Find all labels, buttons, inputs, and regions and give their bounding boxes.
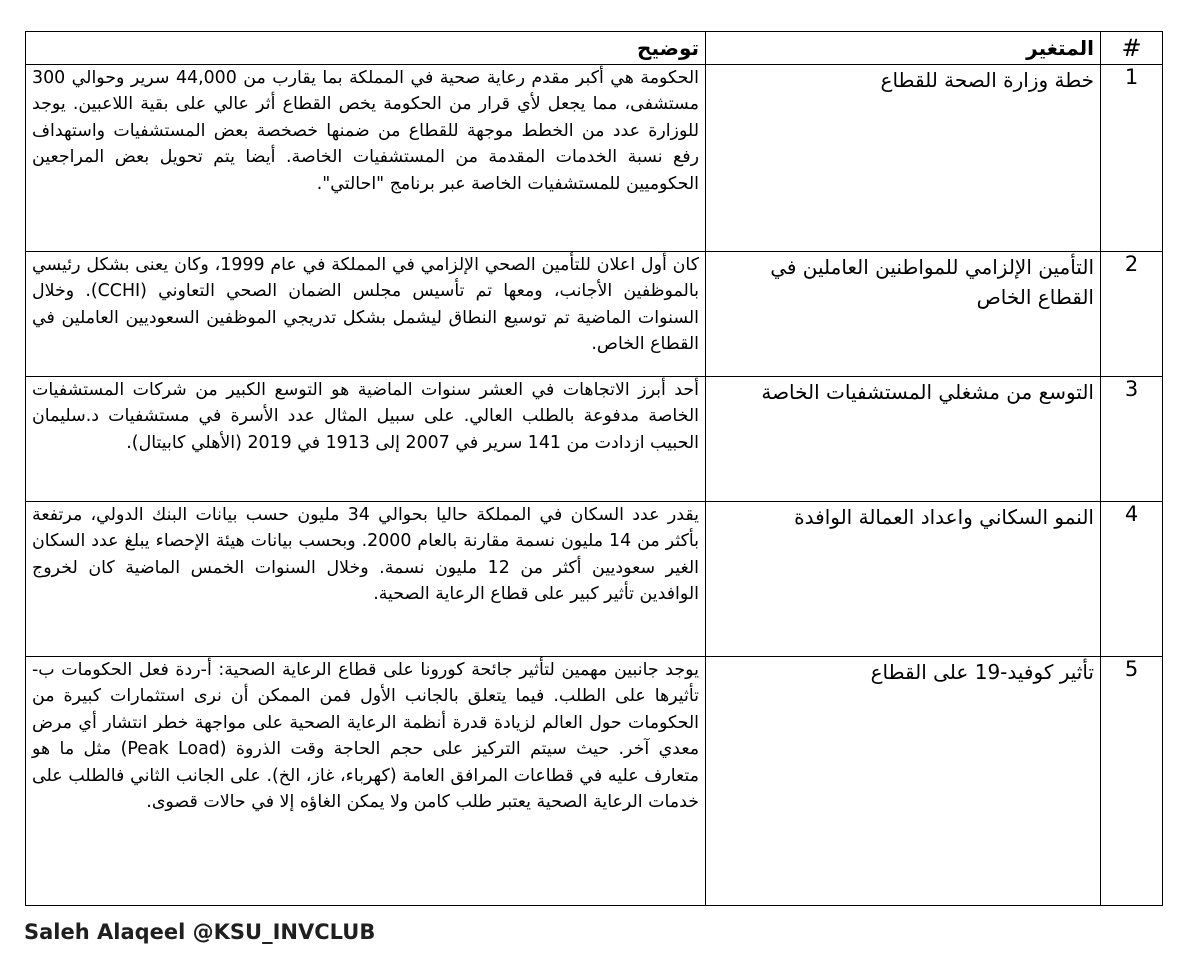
row-number: 3 <box>1101 377 1163 502</box>
table-header-row <box>26 32 1163 65</box>
table-row <box>26 252 1163 377</box>
row-description: كان أول اعلان للتأمين الصحي الإلزامي في المملكة في عام 1999، وكان يعنى بشكل رئيسي بالموظفين الأجانب، ومعها تم تأسيس مجلس الضمان الصحي التعاوني (CCHI). وخلال السنوات الماضية تم توسيع النطاق ليشمل بشكل تدريجي الموظفين السعوديين العاملين في القطاع الخاص. <box>26 252 706 377</box>
row-variable: تأثير كوفيد-19 على القطاع <box>706 657 1101 906</box>
table-row <box>26 65 1163 252</box>
document-sheet <box>25 31 1162 906</box>
table-row <box>26 657 1163 906</box>
row-number: 5 <box>1101 657 1163 906</box>
author-credit: Saleh Alaqeel @KSU_INVCLUB <box>24 920 376 944</box>
header-variable: المتغير <box>706 32 1101 65</box>
table-row <box>26 377 1163 502</box>
row-description: أحد أبرز الاتجاهات في العشر سنوات الماضية هو التوسع الكبير من شركات المستشفيات الخاصة مدفوعة بالطلب العالي. على سبيل المثال عدد الأسرة في مستشفيات د.سليمان الحبيب ازدادت من 141 سرير في 2007 إلى 1913 في 2019 (الأهلي كابيتال). <box>26 377 706 502</box>
row-variable: التأمين الإلزامي للمواطنين العاملين في القطاع الخاص <box>706 252 1101 377</box>
row-number: 4 <box>1101 502 1163 657</box>
header-description: توضيح <box>26 32 706 65</box>
table-row <box>26 502 1163 657</box>
row-number: 2 <box>1101 252 1163 377</box>
row-description: الحكومة هي أكبر مقدم رعاية صحية في المملكة بما يقارب من 44,000 سرير وحوالي 300 مستشفى، مما يجعل لأي قرار من الحكومة يخص القطاع أثر عالي على بقية اللاعبين. يوجد للوزارة عدد من الخطط موجهة للقطاع من ضمنها خصخصة بعض المستشفيات واستهداف رفع نسبة الخدمات المقدمة من المستشفيات الخاصة. أيضا يتم تحويل بعض المراجعين الحكوميين للمستشفيات الخاصة عبر برنامج "احالتي". <box>26 65 706 252</box>
row-variable: التوسع من مشغلي المستشفيات الخاصة <box>706 377 1101 502</box>
row-variable: النمو السكاني واعداد العمالة الوافدة <box>706 502 1101 657</box>
header-number: # <box>1101 32 1163 65</box>
row-description: يوجد جانبين مهمين لتأثير جائحة كورونا على قطاع الرعاية الصحية: أ-ردة فعل الحكومات ب-تأثيرها على الطلب. فيما يتعلق بالجانب الأول فمن الممكن أن نرى استثمارات كبيرة من الحكومات حول العالم لزيادة قدرة أنظمة الرعاية الصحية على مواجهة خطر انتشار أي مرض معدي آخر. حيث سيتم التركيز على حجم الحاجة وقت الذروة (Peak Load) مثل ما هو متعارف عليه في قطاعات المرافق العامة (كهرباء، غاز، الخ). على الجانب الثاني فالطلب على خدمات الرعاية الصحية يعتبر طلب كامن ولا يمكن الغاؤه إلا في حالات قصوى. <box>26 657 706 906</box>
variables-table <box>25 31 1163 906</box>
row-variable: خطة وزارة الصحة للقطاع <box>706 65 1101 252</box>
row-description: يقدر عدد السكان في المملكة حاليا بحوالي 34 مليون حسب بيانات البنك الدولي، مرتفعة بأكثر من 14 مليون نسمة مقارنة بالعام 2000. وبحسب بيانات هيئة الإحصاء يبلغ عدد السكان الغير سعوديين أكثر من 12 مليون نسمة. وخلال السنوات الخمس الماضية كان لخروج الوافدين تأثير كبير على قطاع الرعاية الصحية. <box>26 502 706 657</box>
row-number: 1 <box>1101 65 1163 252</box>
